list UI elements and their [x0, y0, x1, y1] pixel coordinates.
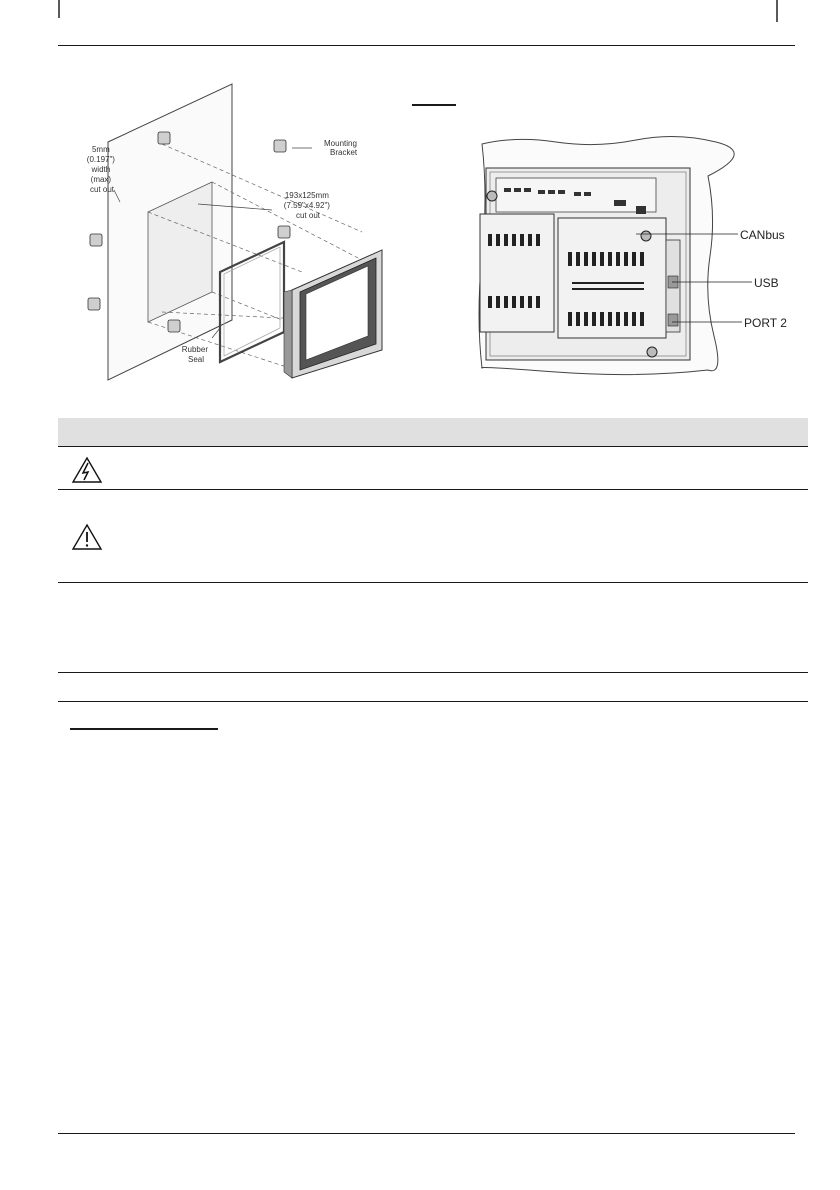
- mounting-bracket-label: Mounting Bracket: [324, 139, 358, 157]
- caution-row: [58, 490, 808, 582]
- caution-warning-icon: [72, 524, 102, 550]
- electrical-hazard-row: [58, 447, 808, 489]
- corner-mark-top-left: [58, 0, 68, 20]
- panel-thickness-label: 5mm (0.197") width (max) cut out: [86, 145, 115, 194]
- cutout-label: 193x125mm (7.59"x4.92") cut out: [283, 191, 330, 220]
- port2-callout: PORT 2: [744, 316, 787, 330]
- section-heading-underline: [70, 728, 218, 730]
- rubber-seal-label: Rubber Seal: [181, 345, 209, 364]
- table-row-rule-3: [58, 672, 808, 673]
- panel-mounting-figure: [62, 122, 398, 380]
- rear-view-figure: [476, 136, 796, 376]
- high-voltage-warning-icon: [72, 457, 102, 483]
- note-row: [58, 583, 808, 672]
- footer-rule: [58, 1133, 795, 1134]
- canbus-callout: CANbus: [740, 228, 785, 242]
- header-rule: [58, 45, 795, 46]
- corner-mark-top-right: [776, 0, 786, 24]
- heading-underline: [412, 104, 456, 106]
- table-bottom-rule: [58, 701, 808, 702]
- warning-table-header: [58, 418, 808, 446]
- usb-callout: USB: [754, 276, 779, 290]
